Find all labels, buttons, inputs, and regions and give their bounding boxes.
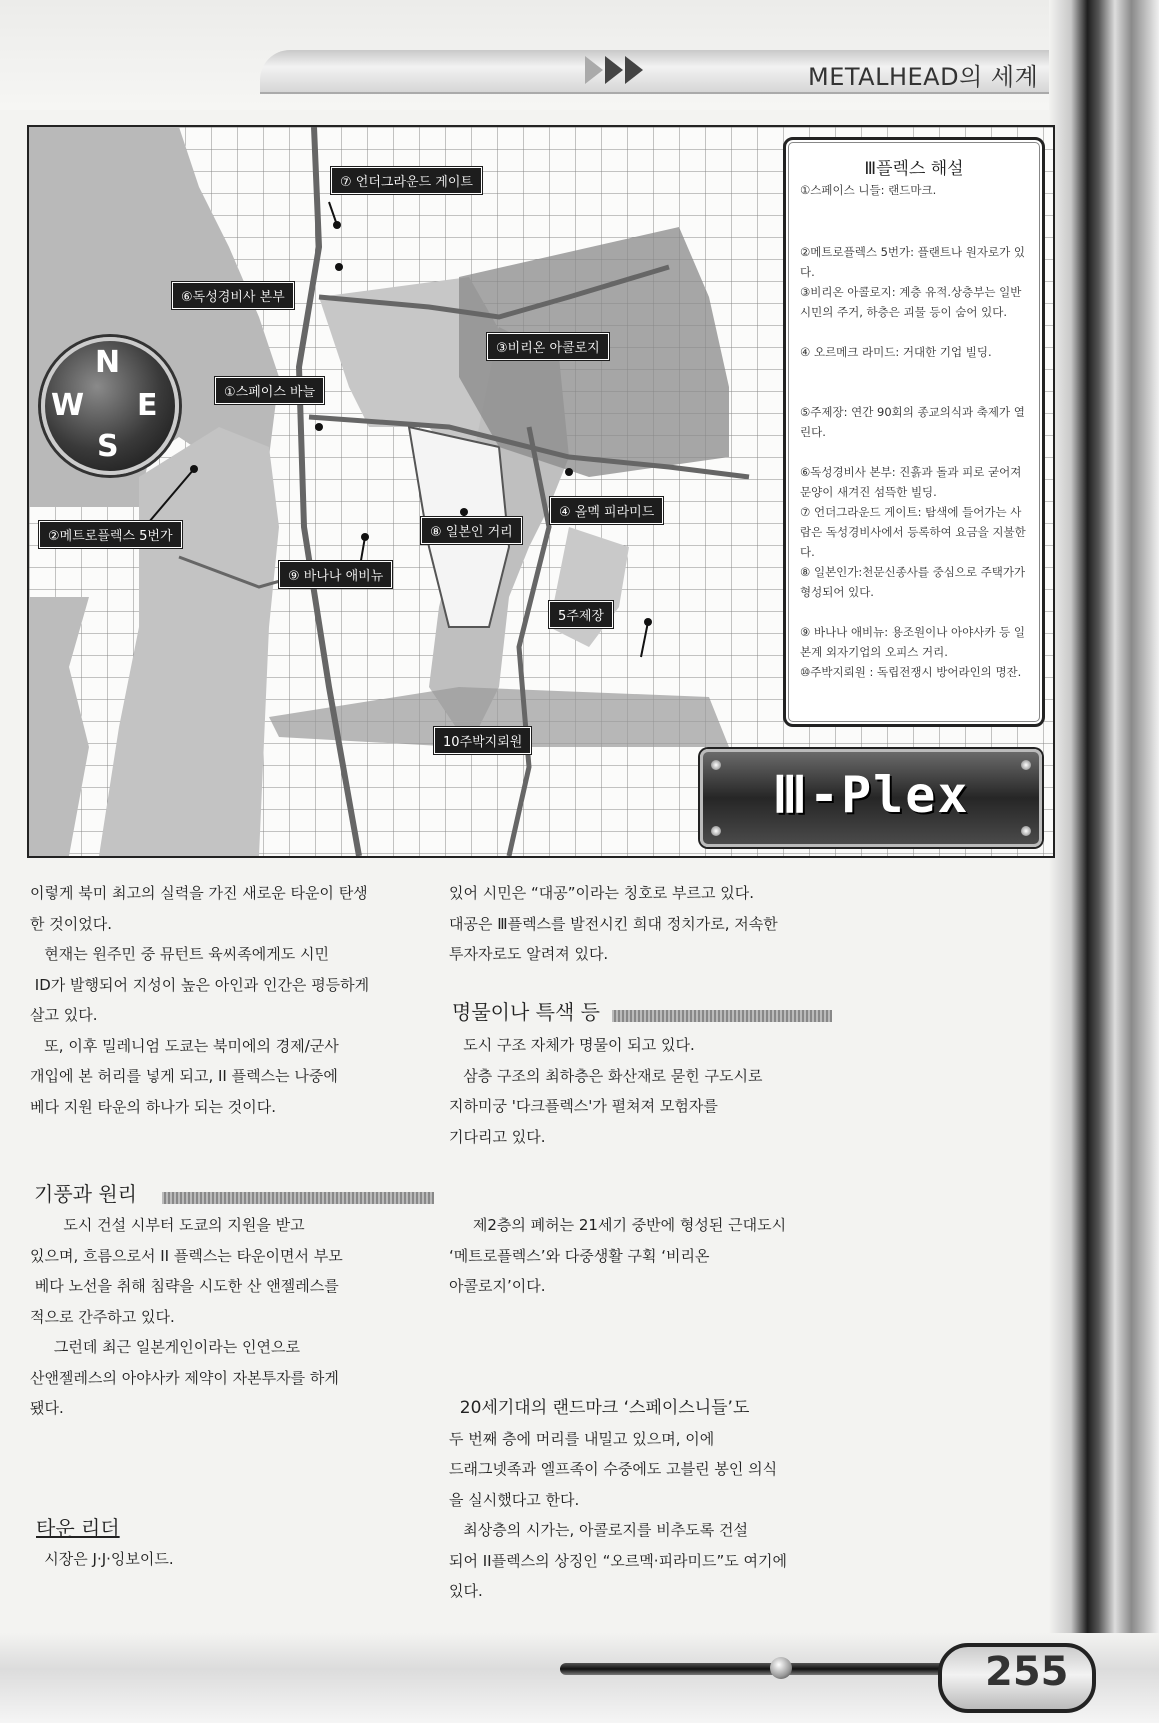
map-label-olmec-pyramid: ④ 올멕 피라미드 xyxy=(550,497,663,524)
text-line: 있어 시민은 “대공”이라는 칭호로 부르고 있다. xyxy=(449,884,754,902)
text-line: 있으며, 흐름으로서 II 플렉스는 타운이면서 부모 xyxy=(30,1246,343,1265)
heading-specialties xyxy=(452,996,832,1025)
heading-rule xyxy=(612,1010,832,1022)
left-intro-text xyxy=(30,878,430,1122)
chevron-icon xyxy=(585,56,603,84)
text-line: 아콜로지’이다. xyxy=(449,1277,546,1295)
chevron-icon xyxy=(605,56,623,84)
legend-item: ⑥독성경비사 본부: 진흙과 돌과 피로 굳어져 문양이 새겨진 섬뜩한 빌딩. xyxy=(800,465,1022,499)
heading-ethos-principles xyxy=(34,1178,404,1207)
screw-icon xyxy=(711,826,721,836)
text-line: 지하미궁 '다크플렉스'가 펼쳐져 모험자를 xyxy=(449,1097,718,1115)
text-line: 되어 II플렉스의 상징인 “오르멕·피라미드”도 여기에 xyxy=(449,1551,788,1570)
text-line: 한 것이었다. xyxy=(30,914,112,933)
footer-knob xyxy=(770,1657,792,1679)
compass-west: W xyxy=(51,388,85,423)
map-label-biryon-arcology: ③비리온 아콜로지 xyxy=(487,333,609,360)
left-section1-text xyxy=(30,1210,430,1424)
text-line: 베다 노선을 취해 침략을 시도한 산 앤젤레스를 xyxy=(30,1277,339,1295)
text-line: 최상층의 시가는, 아콜로지를 비추도록 건설 xyxy=(449,1521,748,1539)
map-label-japantown: ⑧ 일본인 거리 xyxy=(421,517,522,544)
legend-item: ⑧ 일본인가:천문신종사를 중심으로 주택가가 형성되어 있다. xyxy=(800,565,1026,599)
map-label-space-needle: ①스페이스 바늘 xyxy=(215,377,324,404)
page-header-frame xyxy=(0,0,1159,110)
section-title: METALHEAD의 세계 xyxy=(808,63,1039,91)
text-line: ID가 발행되어 지성이 높은 아인과 인간은 평등하게 xyxy=(30,975,370,994)
right-intro-text xyxy=(449,878,849,970)
text-line: 적으로 간주하고 있다. xyxy=(30,1307,175,1326)
plex-logo-text: Ⅲ-Plex xyxy=(772,766,970,824)
screw-icon xyxy=(1021,826,1031,836)
compass-rose xyxy=(41,337,179,475)
text-line: 시장은 J·J·잉보이드. xyxy=(30,1550,174,1568)
map-label-metroplex-5th: ②메트로플렉스 5번가 xyxy=(39,521,182,548)
page-edge-frame xyxy=(1049,0,1159,1723)
legend-item: ④ 오르메크 라미드: 거대한 기업 빌딩. xyxy=(800,345,992,359)
legend-item: ③비리온 아콜로지: 계층 유적.상층부는 일반 시민의 주거, 하층은 괴물 등이 숨어 있다. xyxy=(800,285,1022,319)
text-line: 현재는 원주민 중 뮤턴트 육씨족에게도 시민 xyxy=(30,945,329,963)
chevron-icon xyxy=(625,56,643,84)
text-line: 투자자로도 알려져 있다. xyxy=(449,945,609,963)
text-line: 됐다. xyxy=(30,1399,64,1417)
text-line: ‘메트로플렉스’와 다중생활 구획 ‘비리온 xyxy=(449,1246,710,1265)
legend-item: ⑦ 언더그라운드 게이트: 탐색에 들어가는 사람은 독성경비사에서 등록하여 요금을 지불한다. xyxy=(800,505,1026,559)
header-chevrons xyxy=(585,56,643,84)
compass-east: E xyxy=(137,388,158,423)
map-label-festival-ground: 5주제장 xyxy=(549,601,613,628)
right-section2-text xyxy=(449,1210,849,1302)
legend-item: ①스페이스 니들: 랜드마크. xyxy=(800,183,937,197)
heading-text: 타운 리더 xyxy=(36,1516,120,1540)
text-line: 20세기대의 랜드마크 ‘스페이스니들’도 xyxy=(449,1398,750,1418)
text-line: 도시 건설 시부터 도쿄의 지원을 받고 xyxy=(30,1216,305,1234)
left-section2-text xyxy=(30,1544,430,1575)
text-line: 대공은 Ⅲ플렉스를 발전시킨 희대 정치가로, 저속한 xyxy=(449,914,778,933)
text-line: 두 번째 층에 머리를 내밀고 있으며, 이에 xyxy=(449,1429,715,1448)
map-label-underground-gate: ⑦ 언더그라운드 게이트 xyxy=(331,167,482,194)
footer-rail xyxy=(560,1663,960,1675)
legend-item: ⑩주박지뢰원 : 독립전쟁시 방어라인의 명잔. xyxy=(800,665,1022,679)
page-footer-frame xyxy=(0,1633,1159,1723)
page-number: 255 xyxy=(985,1649,1069,1695)
heading-town-leader xyxy=(36,1512,236,1541)
map-label-mine-field: 10주박지뢰원 xyxy=(434,727,531,754)
compass-south: S xyxy=(97,429,119,464)
text-line: 베다 지원 타운의 하나가 되는 것이다. xyxy=(30,1097,276,1116)
heading-text: 기풍과 원리 xyxy=(34,1182,137,1206)
heading-text: 명물이나 특색 등 xyxy=(452,1000,600,1024)
plex-name-plate xyxy=(700,749,1042,847)
legend-item: ⑤주제장: 연간 90회의 종교의식과 축제가 열린다. xyxy=(800,405,1025,439)
text-line: 을 실시했다고 한다. xyxy=(449,1490,580,1509)
text-line: 기다리고 있다. xyxy=(449,1127,546,1146)
text-line: 그런데 최근 일본게인이라는 인연으로 xyxy=(30,1338,300,1356)
text-line: 살고 있다. xyxy=(30,1006,98,1024)
map-legend xyxy=(783,137,1045,727)
text-line: 또, 이후 밀레니엄 도쿄는 북미에의 경제/군사 xyxy=(30,1036,339,1055)
text-line: 드래그넷족과 엘프족이 수중에도 고블린 봉인 의식 xyxy=(449,1460,778,1478)
text-line: 개입에 본 허리를 넣게 되고, II 플렉스는 나중에 xyxy=(30,1067,338,1085)
text-line: 산앤젤레스의 아야사카 제약이 자본투자를 하게 xyxy=(30,1368,339,1387)
compass-north: N xyxy=(95,345,121,380)
legend-item: ⑨ 바나나 애비뉴: 용조원이나 아야사카 등 일본계 외자기업의 오피스 거리. xyxy=(800,625,1025,659)
text-line: 이렇게 북미 최고의 실력을 가진 새로운 타운이 탄생 xyxy=(30,884,368,902)
map-label-banana-avenue: ⑨ 바나나 애비뉴 xyxy=(279,561,392,588)
right-section3-text xyxy=(449,1393,849,1607)
text-line: 삼층 구조의 최하층은 화산재로 묻힌 구도시로 xyxy=(449,1066,763,1085)
legend-title: Ⅲ플렉스 해설 xyxy=(864,159,964,179)
text-line: 있다. xyxy=(449,1582,483,1600)
text-line: 제2층의 폐허는 21세기 중반에 형성된 근대도시 xyxy=(449,1216,787,1234)
legend-item: ②메트로플렉스 5번가: 플랜트나 원자로가 있다. xyxy=(800,245,1025,279)
map-label-toxic-guard-hq: ⑥독성경비사 본부 xyxy=(172,282,294,309)
city-map xyxy=(27,125,1055,858)
heading-rule xyxy=(162,1192,434,1204)
text-line: 도시 구조 자체가 명물이 되고 있다. xyxy=(449,1036,695,1054)
right-section1-text xyxy=(449,1030,849,1152)
